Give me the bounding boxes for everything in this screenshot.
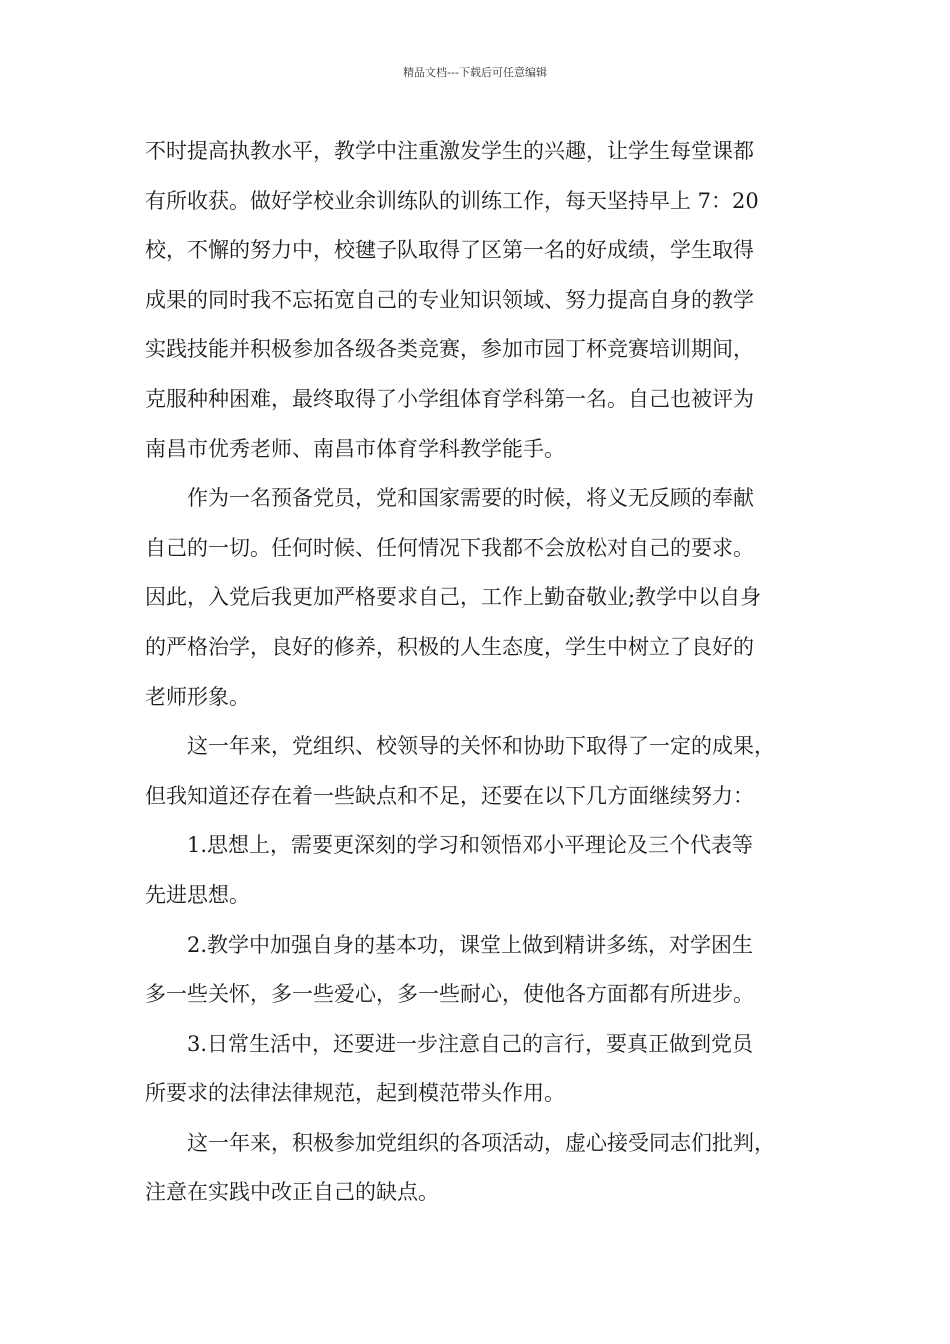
paragraph-first-line: 2.教学中加强自身的基本功，课堂上做到精讲多练，对学困生 bbox=[187, 932, 754, 957]
text-line: 先进思想。 bbox=[145, 882, 250, 907]
text-line: 多一些关怀，多一些爱心，多一些耐心，使他各方面都有所进步。 bbox=[145, 982, 754, 1007]
text-line: 注意在实践中改正自己的缺点。 bbox=[145, 1180, 439, 1205]
text-line: 的严格治学，良好的修养，积极的人生态度，学生中树立了良好的 bbox=[145, 634, 754, 659]
text-line: 南昌市优秀老师、南昌市体育学科教学能手。 bbox=[145, 436, 565, 461]
document-body bbox=[145, 127, 813, 1218]
text-line: 老师形象。 bbox=[145, 684, 250, 709]
text-line: 校，不懈的努力中，校毽子队取得了区第一名的好成绩，学生取得 bbox=[145, 238, 754, 263]
page-header: 精品文档---下载后可任意编辑 bbox=[403, 66, 547, 79]
paragraph-first-line: 作为一名预备党员，党和国家需要的时候，将义无反顾的奉献 bbox=[187, 486, 754, 511]
paragraph-first-line: 1.思想上，需要更深刻的学习和领悟邓小平理论及三个代表等 bbox=[187, 833, 754, 858]
text-line: 有所收获。做好学校业余训练队的训练工作，每天坚持早上 7：20 bbox=[145, 188, 759, 213]
paragraph-first-line: 3.日常生活中，还要进一步注意自己的言行，要真正做到党员 bbox=[187, 1031, 754, 1056]
text-line: 克服种种困难，最终取得了小学组体育学科第一名。自己也被评为 bbox=[145, 386, 754, 411]
text-line: 所要求的法律法律规范，起到模范带头作用。 bbox=[145, 1081, 565, 1106]
paragraph-first-line: 这一年来，党组织、校领导的关怀和协助下取得了一定的成果， bbox=[187, 734, 775, 759]
text-line: 成果的同时我不忘拓宽自己的专业知识领域、努力提高自身的教学 bbox=[145, 287, 754, 312]
text-line: 因此，入党后我更加严格要求自己，工作上勤奋敬业;教学中以自身 bbox=[145, 585, 762, 610]
paragraph-first-line: 这一年来，积极参加党组织的各项活动，虚心接受同志们批判， bbox=[187, 1130, 775, 1155]
text-line: 自己的一切。任何时候、任何情况下我都不会放松对自己的要求。 bbox=[145, 535, 754, 560]
text-line: 不时提高执教水平，教学中注重激发学生的兴趣，让学生每堂课都 bbox=[145, 139, 754, 163]
text-line: 实践技能并积极参加各级各类竞赛，参加市园丁杯竞赛培训期间， bbox=[145, 337, 754, 362]
text-line: 但我知道还存在着一些缺点和不足，还要在以下几方面继续努力： bbox=[145, 783, 754, 808]
